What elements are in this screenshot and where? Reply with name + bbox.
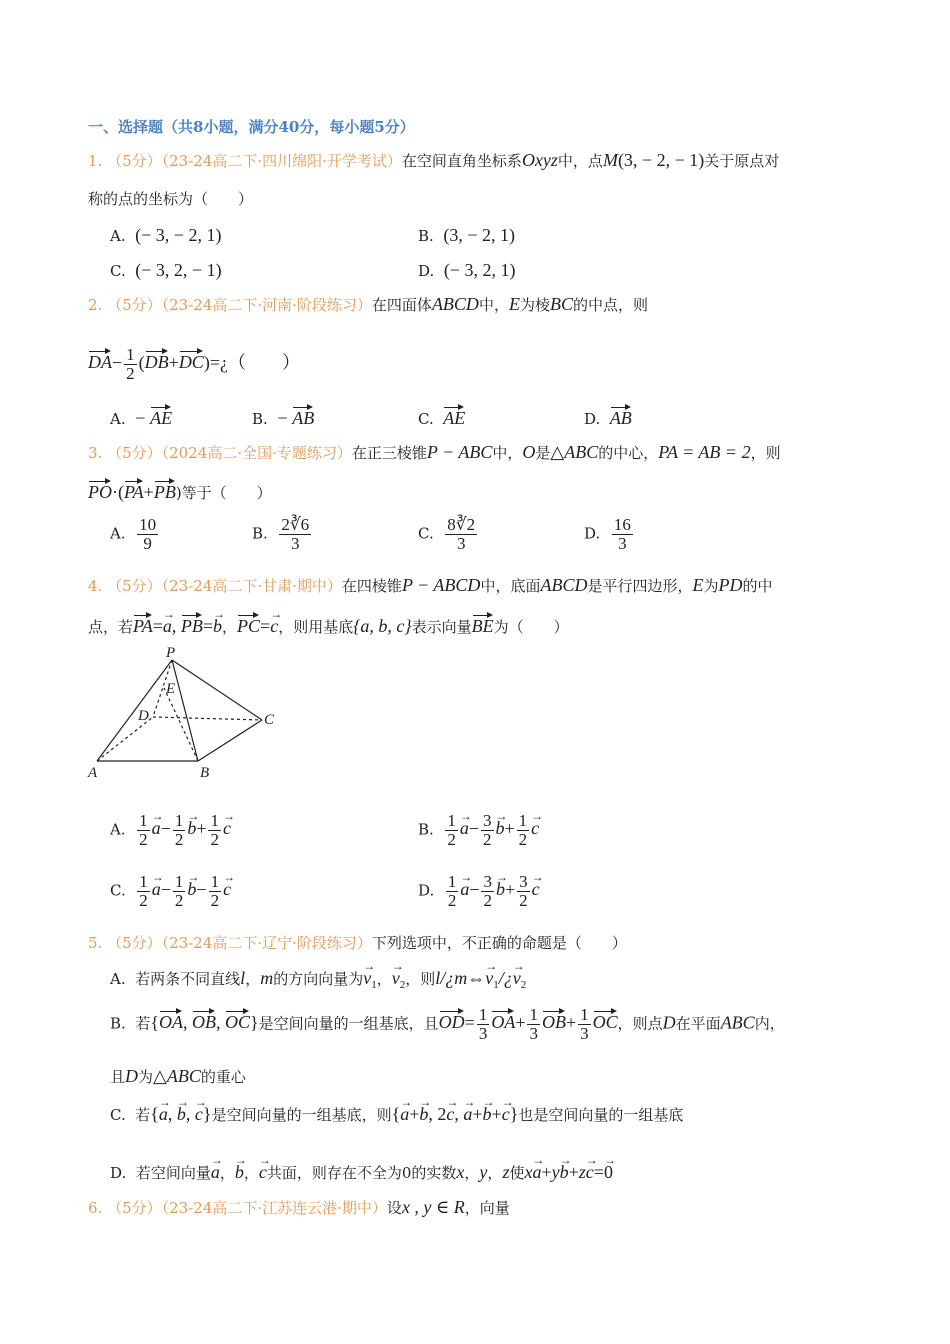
q3-option-a[interactable]: A. $\frac{10}{9}$ — [110, 515, 157, 553]
q4-option-a[interactable]: A. $\frac{1}{2}$ a →− $\frac{1}{2}$ b →+ $\frac{1}{2}$ c → — [110, 812, 231, 849]
q1-source: （23-24高二下·四川绵阳·开学考试） — [161, 152, 402, 170]
q1-point: M — [602, 150, 618, 170]
q4-option-d[interactable]: D. $\frac{1}{2}$ a →− $\frac{3}{2}$ b →+ $\frac{3}{2}$ c → — [418, 873, 540, 910]
q1-text: 中，点 — [557, 152, 603, 170]
q2-option-d[interactable]: D. AB — [584, 404, 632, 429]
q2-expression: DA− $\frac{1}{2}$ (DB+DC)=¿（ ） — [88, 345, 300, 383]
q2-option-a[interactable]: A. − AE — [110, 404, 172, 429]
q1-score: （5分） — [107, 152, 162, 170]
q1-option-d[interactable]: D. (− 3, 2, 1) — [418, 260, 516, 280]
q4-option-c[interactable]: C. $\frac{1}{2}$ a →− $\frac{1}{2}$ b →− $\frac{1}{2}$ c → — [110, 873, 231, 910]
q2-option-c[interactable]: C. AE — [418, 404, 465, 429]
label-A: A — [88, 765, 98, 781]
edge-PA — [97, 660, 172, 761]
q4-pyramid-figure — [80, 640, 290, 790]
q1-stem — [88, 150, 779, 172]
edge-BC — [198, 720, 262, 761]
label-C: C — [264, 712, 275, 728]
q1-option-b[interactable]: B. (3, − 2, 1) — [418, 225, 515, 245]
q2-source: （23-24高二下·河南·阶段练习） — [161, 296, 372, 314]
label-E: E — [166, 681, 176, 697]
q5-option-d[interactable]: D. 若空间向量a →，b →，c →共面，则存在不全为0的实数x，y，z使xa →+yb →+zc →=0 → — [110, 1162, 613, 1183]
q5-option-a[interactable]: A. 若两条不同直线l，m的方向向量为$v \to_1$，$v \to_2$，则l/¿m⇔v $\to_1/¿v \to_2$ — [110, 968, 526, 991]
q5-stem: 5. （5分）（23-24高二下·辽宁·阶段练习）下列选项中，不正确的命题是（ ） — [88, 934, 627, 952]
q5-option-c[interactable]: C. 若{a →, b →, c →}是空间向量的一组基底，则{a →+b →, 2c →, a →+b →+c →}也是空间向量的一组基底 — [110, 1104, 683, 1125]
q5-option-b[interactable]: B. 若{OA, OB, OC}是空间向量的一组基底，且OD= $\frac{1}{3}$ OA+ $\frac{1}{3}$ OB+ $\frac{1}{3}$ OC，则点D在平面ABC内， — [110, 1005, 785, 1043]
q1-text: 在空间直角坐标系 — [401, 152, 522, 170]
q1-text: 关于原点对 — [704, 152, 780, 170]
q1-system: Oxyz — [521, 150, 558, 170]
q3-option-c[interactable]: C. $\frac{8∛2}{3}$ — [418, 515, 476, 553]
q4-stem-line2: 点，若PA=a →, PB=b →，PC=c →，则用基底{a, b, c}表示向量BE为（ ） — [88, 612, 569, 638]
q1-option-c[interactable]: C. (− 3, 2, − 1) — [110, 260, 222, 280]
q3-option-b[interactable]: B. $\frac{2∛6}{3}$ — [252, 515, 310, 553]
q1-coords: (3, − 2, − 1) — [617, 150, 705, 170]
segment-BE — [164, 688, 198, 761]
q2-option-b[interactable]: B. − AB — [252, 404, 314, 429]
q3-stem-line2: PO·(PA+PB)等于（ ） — [88, 478, 272, 504]
q5-option-b-line2: 且D为△ABC的重心 — [110, 1066, 246, 1086]
label-P: P — [166, 645, 176, 661]
label-D: D — [138, 708, 149, 724]
q2-number: 2. — [88, 296, 103, 314]
edge-DC — [153, 717, 262, 720]
q1-stem-line2: 称的点的坐标为（ ） — [88, 190, 254, 208]
label-B: B — [200, 765, 210, 781]
q4-option-b[interactable]: B. $\frac{1}{2}$ a →− $\frac{3}{2}$ b →+ $\frac{1}{2}$ c → — [418, 812, 539, 849]
q3-stem: 3. （5分）（2024高二·全国·专题练习）在正三棱锥P − ABC中，O是△ABC的中心，PA = AB = 2，则 — [88, 442, 781, 462]
q3-option-d[interactable]: D. $\frac{16}{3}$ — [584, 515, 631, 553]
q2-score: （5分） — [107, 296, 162, 314]
q6-stem: 6. （5分）（23-24高二下·江苏连云港·期中）设x , y ∈ R，向量 — [88, 1197, 510, 1217]
q2-stem: 2. （5分）（23-24高二下·河南·阶段练习）在四面体ABCD中，E为棱BC的中点，则 — [88, 294, 648, 314]
q1-option-a[interactable]: A. (− 3, − 2, 1) — [110, 225, 222, 245]
q1-number: 1. — [88, 152, 103, 170]
q4-stem: 4. （5分）（23-24高二下·甘肃·期中）在四棱锥P − ABCD中，底面ABCD是平行四边形，E为PD的中 — [88, 575, 773, 595]
section-heading: 一、选择题（共8小题，满分40分，每小题5分） — [88, 118, 415, 136]
